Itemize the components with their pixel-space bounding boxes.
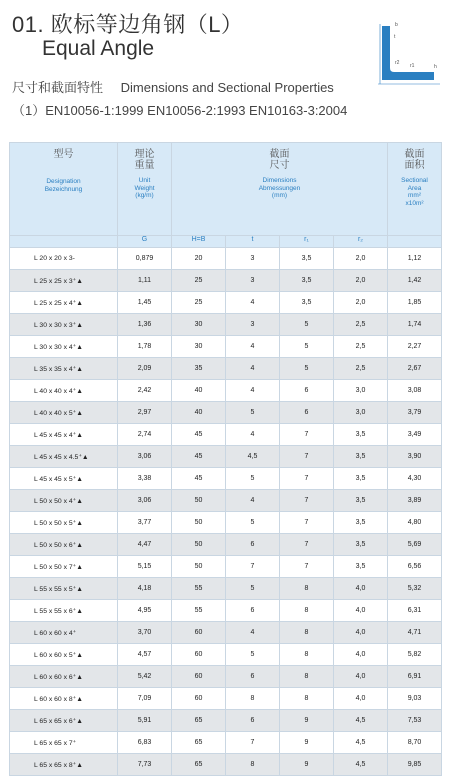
cell-hb: 45 [172,468,226,490]
cell-area: 1,12 [388,248,442,270]
cell-designation: L 45 x 45 x 5⁺▲ [10,468,118,490]
cell-hb: 65 [172,710,226,732]
cell-area: 1,42 [388,270,442,292]
cell-designation: L 50 x 50 x 4⁺▲ [10,490,118,512]
table-row [10,446,442,468]
cell-r2: 2,0 [334,292,388,314]
diagram-label-b: b [395,22,398,28]
diagram-label-h: h [434,64,437,70]
header-designation: 型号 Designation Bezeichnung [10,143,118,236]
cell-designation: L 65 x 65 x 6⁺▲ [10,710,118,732]
cell-r1: 7 [280,468,334,490]
table-row [10,292,442,314]
cell-area: 6,91 [388,666,442,688]
cell-weight: 1,45 [118,292,172,314]
cell-area: 4,80 [388,512,442,534]
cell-r1: 3,5 [280,292,334,314]
cell-r2: 4,0 [334,578,388,600]
cell-thickness: 7 [226,732,280,754]
cell-weight: 7,09 [118,688,172,710]
cell-weight: 1,78 [118,336,172,358]
standards-line: （1）EN10056-1:1999 EN10056-2:1993 EN10163-3:2004 [12,103,348,118]
table-row [10,578,442,600]
cell-r1: 7 [280,534,334,556]
cell-weight: 3,38 [118,468,172,490]
cell-weight: 4,57 [118,644,172,666]
cell-area: 9,03 [388,688,442,710]
diagram-label-r2: r2 [395,60,400,66]
cell-r2: 4,0 [334,600,388,622]
cell-hb: 55 [172,600,226,622]
cell-r1: 5 [280,336,334,358]
cell-designation: L 55 x 55 x 5⁺▲ [10,578,118,600]
cell-designation: L 60 x 60 x 8⁺▲ [10,688,118,710]
cell-r1: 5 [280,358,334,380]
cell-r2: 3,5 [334,424,388,446]
cell-hb: 60 [172,666,226,688]
equal-angle-diagram-icon [374,18,444,90]
cell-designation: L 35 x 35 x 4⁺▲ [10,358,118,380]
subtitle [12,77,334,96]
header-dimensions: 截面 尺寸 Dimensions Abmessungen (mm) [172,143,388,236]
page-title-en: Equal Angle [42,37,155,60]
cell-r1: 7 [280,424,334,446]
cell-thickness: 6 [226,534,280,556]
symbol-r2: r₂ [334,236,388,248]
cell-thickness: 3 [226,270,280,292]
cell-r2: 3,5 [334,534,388,556]
cell-weight: 4,95 [118,600,172,622]
cell-area: 3,90 [388,446,442,468]
cell-weight: 5,15 [118,556,172,578]
cell-designation: L 30 x 30 x 4⁺▲ [10,336,118,358]
cell-area: 2,67 [388,358,442,380]
cell-r1: 6 [280,380,334,402]
cell-weight: 2,74 [118,424,172,446]
cell-thickness: 5 [226,644,280,666]
cell-thickness: 4 [226,358,280,380]
cell-hb: 45 [172,446,226,468]
cell-r1: 8 [280,578,334,600]
cell-r2: 4,0 [334,622,388,644]
table-row [10,534,442,556]
table-row [10,512,442,534]
cell-thickness: 4 [226,490,280,512]
cell-r2: 4,0 [334,666,388,688]
cell-area: 3,79 [388,402,442,424]
cell-r2: 3,5 [334,446,388,468]
table-row [10,490,442,512]
table-row [10,556,442,578]
cell-thickness: 4 [226,380,280,402]
cell-hb: 40 [172,380,226,402]
cell-hb: 50 [172,512,226,534]
cell-area: 6,31 [388,600,442,622]
cell-r2: 2,0 [334,270,388,292]
symbol-g: G [118,236,172,248]
cell-thickness: 5 [226,402,280,424]
cell-designation: L 60 x 60 x 4⁺ [10,622,118,644]
table-row [10,402,442,424]
cell-designation: L 65 x 65 x 8⁺▲ [10,754,118,776]
table-row [10,732,442,754]
cell-weight: 3,06 [118,446,172,468]
cell-thickness: 5 [226,578,280,600]
header-area: 截面 面积 Sectional Area mm² x10m² [388,143,442,236]
table-row [10,600,442,622]
cell-hb: 65 [172,732,226,754]
cell-r1: 7 [280,446,334,468]
cell-area: 5,32 [388,578,442,600]
cell-designation: L 55 x 55 x 6⁺▲ [10,600,118,622]
table-row [10,424,442,446]
symbol-hb: H=B [172,236,226,248]
cell-hb: 20 [172,248,226,270]
cell-thickness: 7 [226,556,280,578]
cell-area: 4,30 [388,468,442,490]
subtitle-cn: 尺寸和截面特性 [12,80,104,95]
cell-weight: 7,73 [118,754,172,776]
cell-r1: 9 [280,710,334,732]
cell-thickness: 8 [226,688,280,710]
cell-thickness: 4 [226,622,280,644]
cell-r2: 3,5 [334,490,388,512]
table-row [10,468,442,490]
page-title-cn: 01. 欧标等边角钢（L） [12,12,244,37]
cell-r2: 2,5 [334,358,388,380]
table-header-row [10,143,442,236]
cell-r2: 3,5 [334,512,388,534]
cell-thickness: 4 [226,292,280,314]
cell-thickness: 5 [226,468,280,490]
symbol-t: t [226,236,280,248]
cell-hb: 35 [172,358,226,380]
header-weight: 理论 重量 Unit Weight (kg/m) [118,143,172,236]
cell-designation: L 20 x 20 x 3- [10,248,118,270]
cell-designation: L 25 x 25 x 3⁺▲ [10,270,118,292]
cell-r1: 7 [280,490,334,512]
cell-r2: 4,5 [334,754,388,776]
cell-weight: 1,36 [118,314,172,336]
cell-thickness: 6 [226,710,280,732]
cell-r1: 3,5 [280,270,334,292]
cell-r2: 2,5 [334,336,388,358]
cell-hb: 55 [172,578,226,600]
cell-area: 8,70 [388,732,442,754]
cell-r1: 8 [280,644,334,666]
symbol-blank [10,236,118,248]
cell-hb: 25 [172,292,226,314]
cell-r2: 2,0 [334,248,388,270]
cell-thickness: 6 [226,600,280,622]
cell-r1: 8 [280,666,334,688]
table-row [10,358,442,380]
cell-r2: 4,0 [334,688,388,710]
cell-designation: L 50 x 50 x 6⁺▲ [10,534,118,556]
table-row [10,622,442,644]
symbol-r1: r₁ [280,236,334,248]
cell-designation: L 45 x 45 x 4⁺▲ [10,424,118,446]
table-row [10,336,442,358]
cell-area: 5,82 [388,644,442,666]
cell-r1: 8 [280,688,334,710]
cell-hb: 65 [172,754,226,776]
cell-area: 3,08 [388,380,442,402]
cell-r1: 3,5 [280,248,334,270]
cell-hb: 50 [172,556,226,578]
cell-designation: L 25 x 25 x 4⁺▲ [10,292,118,314]
cell-weight: 2,42 [118,380,172,402]
cell-thickness: 4,5 [226,446,280,468]
cell-area: 7,53 [388,710,442,732]
cell-area: 9,85 [388,754,442,776]
cell-r2: 3,5 [334,556,388,578]
cell-r1: 7 [280,512,334,534]
cell-weight: 3,77 [118,512,172,534]
cell-weight: 0,879 [118,248,172,270]
cell-weight: 5,42 [118,666,172,688]
cell-hb: 60 [172,644,226,666]
cell-r1: 9 [280,732,334,754]
cell-r1: 7 [280,556,334,578]
cell-r2: 2,5 [334,314,388,336]
cell-designation: L 60 x 60 x 5⁺▲ [10,644,118,666]
cell-r2: 4,5 [334,710,388,732]
cell-designation: L 40 x 40 x 4⁺▲ [10,380,118,402]
cell-thickness: 5 [226,512,280,534]
table-row [10,754,442,776]
cell-hb: 25 [172,270,226,292]
table-row [10,270,442,292]
cell-weight: 3,06 [118,490,172,512]
cell-designation: L 30 x 30 x 3⁺▲ [10,314,118,336]
cell-hb: 30 [172,336,226,358]
diagram-label-t: t [394,34,396,40]
cell-designation: L 40 x 40 x 5⁺▲ [10,402,118,424]
table-row [10,248,442,270]
cell-weight: 4,18 [118,578,172,600]
cell-thickness: 8 [226,754,280,776]
cell-designation: L 45 x 45 x 4.5⁺▲ [10,446,118,468]
cell-hb: 40 [172,402,226,424]
cell-hb: 60 [172,688,226,710]
cell-weight: 3,70 [118,622,172,644]
equal-angle-table [9,142,442,776]
cell-r1: 8 [280,600,334,622]
cell-hb: 60 [172,622,226,644]
cell-area: 6,56 [388,556,442,578]
cell-thickness: 4 [226,336,280,358]
cell-weight: 2,09 [118,358,172,380]
symbol-area-blank [388,236,442,248]
cell-hb: 50 [172,490,226,512]
cell-r2: 4,0 [334,644,388,666]
subtitle-en: Dimensions and Sectional Properties [120,80,334,95]
table-row [10,644,442,666]
cell-weight: 5,91 [118,710,172,732]
cell-thickness: 3 [226,248,280,270]
cell-r2: 3,0 [334,402,388,424]
cell-r1: 5 [280,314,334,336]
cell-area: 3,89 [388,490,442,512]
cell-r2: 3,5 [334,468,388,490]
cell-thickness: 6 [226,666,280,688]
cell-area: 3,49 [388,424,442,446]
cell-r2: 4,5 [334,732,388,754]
cell-area: 1,85 [388,292,442,314]
table-symbol-row [10,236,442,248]
table-row [10,666,442,688]
cell-hb: 50 [172,534,226,556]
cell-designation: L 60 x 60 x 6⁺▲ [10,666,118,688]
cell-area: 2,27 [388,336,442,358]
cell-weight: 4,47 [118,534,172,556]
table-row [10,688,442,710]
cell-hb: 30 [172,314,226,336]
cell-weight: 2,97 [118,402,172,424]
diagram-label-r1: r1 [410,63,415,69]
cell-r1: 9 [280,754,334,776]
cell-thickness: 4 [226,424,280,446]
cell-r1: 8 [280,622,334,644]
cell-designation: L 65 x 65 x 7⁺ [10,732,118,754]
cell-thickness: 3 [226,314,280,336]
cell-designation: L 50 x 50 x 5⁺▲ [10,512,118,534]
cell-area: 4,71 [388,622,442,644]
cell-area: 5,69 [388,534,442,556]
table-row [10,380,442,402]
cell-area: 1,74 [388,314,442,336]
cell-r1: 6 [280,402,334,424]
cell-weight: 6,83 [118,732,172,754]
cell-designation: L 50 x 50 x 7⁺▲ [10,556,118,578]
cell-hb: 45 [172,424,226,446]
cell-weight: 1,11 [118,270,172,292]
cell-r2: 3,0 [334,380,388,402]
table-row [10,314,442,336]
